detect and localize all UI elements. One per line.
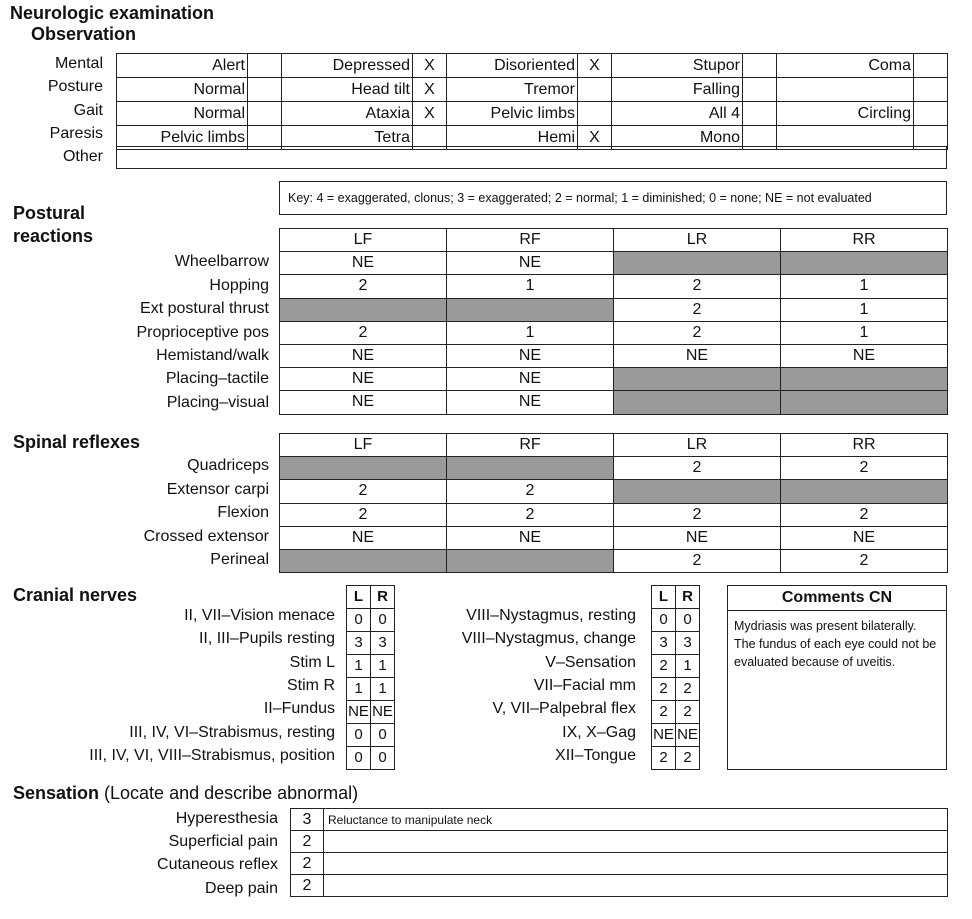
column-header: LR	[614, 434, 781, 457]
cn-right-value[interactable]: 3	[371, 632, 395, 655]
score-cell[interactable]: NE	[280, 391, 447, 414]
cn-test-label: VIII–Nystagmus, change	[461, 630, 636, 648]
score-cell[interactable]: NE	[614, 526, 781, 549]
test-label: Proprioceptive pos	[136, 323, 269, 341]
score-cell[interactable]: NE	[280, 526, 447, 549]
sensation-label: Superficial pain	[168, 833, 278, 851]
observation-option: Disoriented	[447, 54, 578, 78]
cn-left-value[interactable]: 0	[347, 609, 371, 632]
cn-test-label: II–Fundus	[263, 700, 335, 718]
sensation-label: Deep pain	[205, 879, 278, 897]
observation-checkbox[interactable]	[743, 78, 777, 102]
observation-row	[117, 102, 948, 126]
sensation-heading-bold: Sensation	[13, 783, 100, 803]
column-header: RR	[781, 229, 948, 252]
score-cell[interactable]: NE	[280, 252, 447, 275]
cn-column-header: R	[371, 586, 395, 609]
score-cell[interactable]: NE	[614, 344, 781, 367]
score-cell[interactable]: 2	[280, 321, 447, 344]
score-cell[interactable]: 2	[280, 275, 447, 298]
observation-option: Tremor	[447, 78, 578, 102]
cn-column-header: R	[676, 586, 700, 609]
postural-heading-line2: reactions	[13, 226, 94, 246]
sensation-score[interactable]: 2	[291, 831, 324, 853]
grid-header-row	[280, 434, 948, 457]
cn-row	[652, 632, 700, 655]
observation-option: Tetra	[282, 126, 413, 150]
sensation-heading-rest: (Locate and describe abnormal)	[99, 783, 359, 803]
score-cell[interactable]: 2	[280, 503, 447, 526]
cn-right-value[interactable]: 0	[676, 609, 700, 632]
cn-right-value[interactable]: 0	[371, 747, 395, 770]
shaded-cell	[280, 298, 447, 321]
score-cell[interactable]: 1	[781, 275, 948, 298]
observation-checkbox[interactable]	[743, 54, 777, 78]
cn-test-label: VII–Facial mm	[533, 676, 636, 694]
table-row	[280, 457, 948, 480]
observation-checkbox[interactable]: X	[578, 126, 612, 150]
postural-heading-line1: Postural	[13, 203, 86, 223]
score-cell[interactable]: 2	[781, 457, 948, 480]
cn-test-label: VIII–Nystagmus, resting	[466, 607, 636, 624]
cn-row	[347, 701, 395, 724]
score-cell[interactable]: 2	[614, 549, 781, 572]
sensation-row	[291, 875, 948, 897]
observation-checkbox[interactable]	[248, 102, 282, 126]
cn-right-value[interactable]: NE	[676, 724, 700, 747]
cn-test-label: III, IV, VI–Strabismus, resting	[129, 723, 335, 741]
score-cell[interactable]: 2	[447, 503, 614, 526]
column-header: RF	[447, 434, 614, 457]
other-field[interactable]	[116, 146, 947, 169]
sensation-table	[290, 808, 948, 897]
cn-test-label: III, IV, VI, VIII–Strabismus, position	[89, 746, 335, 764]
cn-right-value[interactable]: 2	[676, 678, 700, 701]
observation-option: Pelvic limbs	[447, 102, 578, 126]
score-cell[interactable]: 2	[614, 275, 781, 298]
table-row	[280, 480, 948, 503]
test-label: Perineal	[210, 551, 269, 568]
observation-option: Pelvic limbs	[117, 126, 248, 150]
column-header: RF	[447, 229, 614, 252]
sensation-row	[291, 809, 948, 831]
sensation-note[interactable]	[324, 875, 948, 897]
test-label: Ext postural thrust	[140, 300, 269, 318]
cn-row	[347, 609, 395, 632]
observation-option: Normal	[117, 78, 248, 102]
observation-row-label: Paresis	[49, 124, 103, 142]
cn-left-value[interactable]: 2	[652, 747, 676, 770]
shaded-cell	[614, 480, 781, 503]
cn-header-row	[652, 586, 700, 609]
observation-option: Mono	[612, 126, 743, 150]
postural-table	[279, 228, 948, 415]
test-label: Flexion	[217, 504, 269, 522]
cn-test-label: Stim R	[287, 676, 335, 694]
other-label: Other	[62, 148, 103, 165]
score-cell[interactable]: NE	[280, 368, 447, 391]
observation-option: Normal	[117, 102, 248, 126]
cn-test-label: II, VII–Vision menace	[184, 607, 335, 624]
cn-test-label: V, VII–Palpebral flex	[492, 700, 636, 718]
score-cell[interactable]: 2	[781, 549, 948, 572]
cn-left-value[interactable]: 0	[652, 609, 676, 632]
score-cell[interactable]: NE	[781, 344, 948, 367]
shaded-cell	[447, 457, 614, 480]
score-cell[interactable]: NE	[447, 391, 614, 414]
cn-right-value[interactable]: 1	[676, 655, 700, 678]
sensation-heading	[13, 783, 358, 803]
shaded-cell	[781, 368, 948, 391]
table-row	[280, 275, 948, 298]
observation-checkbox[interactable]	[914, 102, 948, 126]
table-row	[280, 252, 948, 275]
sensation-label: Hyperesthesia	[175, 810, 278, 827]
cn-row	[652, 609, 700, 632]
observation-checkbox[interactable]	[248, 54, 282, 78]
table-row	[280, 526, 948, 549]
page-title: Neurologic examination	[10, 3, 215, 23]
cn-row	[652, 724, 700, 747]
sensation-note[interactable]: Reluctance to manipulate neck	[324, 809, 948, 831]
cn-row	[652, 701, 700, 724]
cn-row	[347, 678, 395, 701]
observation-checkbox[interactable]	[578, 102, 612, 126]
observation-checkbox[interactable]	[578, 78, 612, 102]
score-cell[interactable]: 2	[614, 321, 781, 344]
cranial-right-table	[651, 585, 700, 770]
score-cell[interactable]: 2	[781, 503, 948, 526]
observation-option: Falling	[612, 78, 743, 102]
cn-right-value[interactable]: 0	[371, 609, 395, 632]
score-cell[interactable]: 1	[781, 321, 948, 344]
observation-option: Stupor	[612, 54, 743, 78]
cn-right-value[interactable]: NE	[371, 701, 395, 724]
observation-heading: Observation	[31, 24, 137, 44]
shaded-cell	[447, 298, 614, 321]
test-label: Quadriceps	[187, 457, 269, 475]
table-row	[280, 391, 948, 414]
observation-option	[777, 78, 914, 102]
cn-test-label: IX, X–Gag	[562, 723, 636, 741]
cn-left-value[interactable]: NE	[652, 724, 676, 747]
score-cell[interactable]: NE	[447, 526, 614, 549]
observation-checkbox[interactable]	[914, 78, 948, 102]
cn-left-value[interactable]: 2	[652, 655, 676, 678]
score-cell[interactable]: 1	[781, 298, 948, 321]
cn-right-value[interactable]: 1	[371, 655, 395, 678]
comments-cn-box	[727, 585, 947, 770]
score-cell[interactable]: NE	[447, 344, 614, 367]
observation-checkbox[interactable]	[248, 78, 282, 102]
observation-option: Hemi	[447, 126, 578, 150]
score-cell[interactable]: 2	[447, 480, 614, 503]
test-label: Wheelbarrow	[174, 253, 269, 271]
cn-left-value[interactable]: 1	[347, 678, 371, 701]
table-row	[280, 344, 948, 367]
cn-test-label: V–Sensation	[545, 653, 636, 671]
cn-column-header: L	[347, 586, 371, 609]
observation-row-label: Posture	[47, 78, 103, 96]
test-label: Hemistand/walk	[156, 347, 269, 364]
sensation-score[interactable]: 3	[291, 809, 324, 831]
observation-option: Head tilt	[282, 78, 413, 102]
cn-right-value[interactable]: 0	[371, 724, 395, 747]
observation-row	[117, 78, 948, 102]
score-cell[interactable]: 2	[614, 503, 781, 526]
shaded-cell	[614, 391, 781, 414]
score-cell[interactable]: NE	[781, 526, 948, 549]
observation-checkbox[interactable]: X	[413, 54, 447, 78]
observation-row-label: Mental	[54, 55, 103, 72]
observation-option: All 4	[612, 102, 743, 126]
shaded-cell	[781, 252, 948, 275]
cn-row	[347, 747, 395, 770]
score-cell[interactable]: 2	[614, 298, 781, 321]
shaded-cell	[781, 391, 948, 414]
test-label: Crossed extensor	[143, 527, 269, 545]
observation-table	[116, 53, 948, 150]
score-cell[interactable]: NE	[280, 344, 447, 367]
observation-option: Depressed	[282, 54, 413, 78]
shaded-cell	[614, 368, 781, 391]
observation-option: Ataxia	[282, 102, 413, 126]
cn-test-label: Stim L	[289, 653, 335, 671]
cn-test-label: II, III–Pupils resting	[198, 630, 335, 648]
table-row	[280, 503, 948, 526]
observation-checkbox[interactable]: X	[413, 102, 447, 126]
column-header: LF	[280, 229, 447, 252]
cn-row	[347, 724, 395, 747]
test-label: Hopping	[209, 276, 269, 294]
column-header: LF	[280, 434, 447, 457]
column-header: RR	[781, 434, 948, 457]
observation-row-label: Gait	[73, 101, 103, 119]
score-cell[interactable]: NE	[447, 252, 614, 275]
observation-option: Coma	[777, 54, 914, 78]
cn-left-value[interactable]: NE	[347, 701, 371, 724]
key-legend: Key: 4 = exaggerated, clonus; 3 = exaggerated; 2 = normal; 1 = diminished; 0 = none; NE = not evaluated	[279, 181, 947, 215]
observation-row	[117, 54, 948, 78]
cn-left-value[interactable]: 3	[652, 632, 676, 655]
shaded-cell	[614, 252, 781, 275]
cn-right-value[interactable]: 2	[676, 701, 700, 724]
test-label: Placing–tactile	[165, 370, 269, 388]
cn-row	[652, 655, 700, 678]
cn-left-value[interactable]: 0	[347, 747, 371, 770]
sensation-score[interactable]: 2	[291, 853, 324, 875]
score-cell[interactable]: 1	[447, 275, 614, 298]
observation-checkbox[interactable]: X	[578, 54, 612, 78]
spinal-table	[279, 433, 948, 573]
observation-option: Alert	[117, 54, 248, 78]
cn-right-value[interactable]: 2	[676, 747, 700, 770]
column-header: LR	[614, 229, 781, 252]
comments-cn-title: Comments CN	[728, 586, 946, 611]
observation-option: Circling	[777, 102, 914, 126]
observation-checkbox[interactable]: X	[413, 78, 447, 102]
score-cell[interactable]: 2	[614, 457, 781, 480]
cn-left-value[interactable]: 0	[347, 724, 371, 747]
shaded-cell	[781, 480, 948, 503]
cn-row	[347, 632, 395, 655]
comments-cn-text: Mydriasis was present bilaterally. The fundus of each eye could not be evaluated because of uveitis.	[734, 619, 937, 669]
observation-checkbox[interactable]	[743, 102, 777, 126]
sensation-score[interactable]: 2	[291, 875, 324, 897]
observation-checkbox[interactable]	[914, 54, 948, 78]
sensation-row	[291, 853, 948, 875]
test-label: Extensor carpi	[166, 480, 269, 498]
cn-row	[652, 678, 700, 701]
table-row	[280, 298, 948, 321]
sensation-label: Cutaneous reflex	[157, 856, 278, 874]
cn-right-value[interactable]: 1	[371, 678, 395, 701]
cn-header-row	[347, 586, 395, 609]
score-cell[interactable]: NE	[447, 368, 614, 391]
cranial-left-table	[346, 585, 395, 770]
sensation-note[interactable]	[324, 831, 948, 853]
table-row	[280, 321, 948, 344]
shaded-cell	[447, 549, 614, 572]
spinal-heading: Spinal reflexes	[13, 432, 141, 452]
cn-test-label: XII–Tongue	[555, 746, 636, 764]
cn-column-header: L	[652, 586, 676, 609]
cn-right-value[interactable]: 3	[676, 632, 700, 655]
cn-left-value[interactable]: 2	[652, 701, 676, 724]
grid-header-row	[280, 229, 948, 252]
cn-left-value[interactable]: 1	[347, 655, 371, 678]
table-row	[280, 549, 948, 572]
cn-row	[652, 747, 700, 770]
score-cell[interactable]: 2	[280, 480, 447, 503]
shaded-cell	[280, 457, 447, 480]
table-row	[280, 368, 948, 391]
cn-left-value[interactable]: 2	[652, 678, 676, 701]
score-cell[interactable]: 1	[447, 321, 614, 344]
test-label: Placing–visual	[166, 393, 269, 411]
sensation-row	[291, 831, 948, 853]
cranial-heading: Cranial nerves	[13, 585, 138, 605]
sensation-note[interactable]	[324, 853, 948, 875]
cn-row	[347, 655, 395, 678]
shaded-cell	[280, 549, 447, 572]
cn-left-value[interactable]: 3	[347, 632, 371, 655]
